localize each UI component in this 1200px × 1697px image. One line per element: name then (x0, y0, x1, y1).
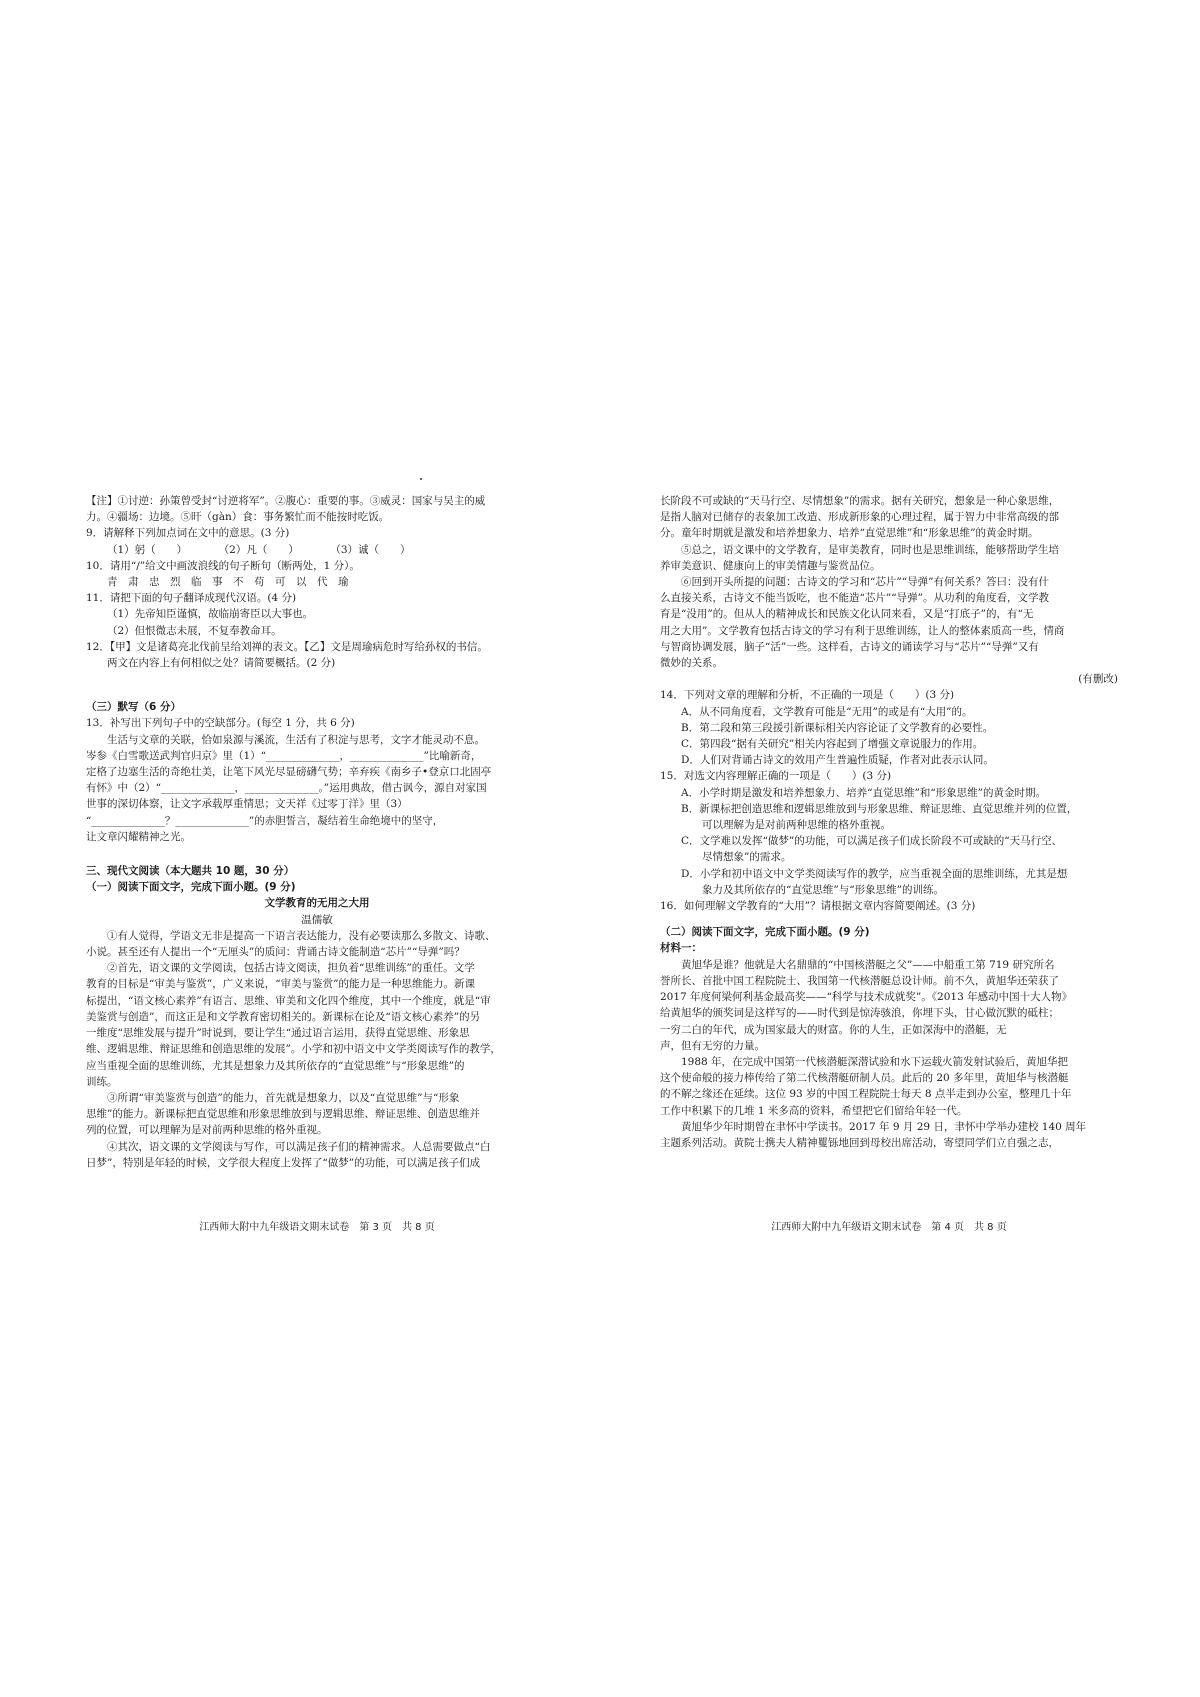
option-line: B．新课标把创造思维和逻辑思维放到与形象思维、辩证思维、直觉思维并列的位置， (681, 802, 1078, 815)
paragraph-line: 美鉴赏与创造”，而这正是和文学教育密切相关的。新课标在论及“语文核心素养”的另 (86, 1010, 481, 1023)
article-paragraph (86, 928, 548, 960)
paragraph-line: 的不解之缘还在延续。这位 93 岁的中国工程院院士每天 8 点半走到办公室，整理几十年 (660, 1088, 1072, 1101)
q13-line: 有怀》中（2）“______________，______________。”运用典故，借古讽今，源自对家国 (86, 782, 487, 795)
left-page (86, 493, 548, 1213)
question-14: 14．下列对文章的理解和分析，不正确的一项是（ ）(3 分) (660, 689, 955, 702)
page-footer-left: 江西师大附中九年级语文期末试卷 第 3 页 共 8 页 (199, 1222, 435, 1233)
material-1-para-1 (660, 957, 1118, 1054)
paragraph-5 (660, 542, 1118, 574)
page-footer-right: 江西师大附中九年级语文期末试卷 第 4 页 共 8 页 (771, 1222, 1007, 1233)
question-15-options (660, 785, 1118, 898)
option-line: C．第四段“据有关研究”相关内容起到了增强文章说服力的作用。 (681, 738, 984, 751)
question-14-options (660, 704, 1118, 769)
paragraph-line: ②首先，语文课的文学阅读，包括古诗文阅读，担负着“思维训练”的重任。文学 (107, 962, 475, 975)
question-11-item: （2）但恨微志未展，不复奉教命耳。 (107, 624, 282, 637)
option-line: A．从不同角度看，文学教育可能是“无用”的或是有“大用”的。 (681, 705, 973, 718)
answer-space (86, 689, 548, 699)
option-line: C．文学难以发挥“做梦”的功能，可以满足孩子们成长阶段不可或缺的“天马行空、 (681, 835, 1063, 848)
paragraph-line: 标提出，“语文核心素养”有语言、思维、审美和文化四个维度，其中一个维度，就是“审 (86, 994, 491, 1007)
q13-line: 岑参《白雪歌送武判官归京》里（1）“______________，______________”比喻新奇， (86, 749, 482, 762)
paragraph-line: ④其次，语文课的文学阅读与写作，可以满足孩子们的精神需求。人总需要做点“白 (107, 1140, 491, 1153)
subsection-1-title: （一）阅读下面文字，完成下面小题。(9 分) (86, 881, 296, 894)
paragraph-line: 誉所长、首批中国工程院院士、我国第一代核潜艇总设计师。前不久，黄旭华还荣获了 (660, 974, 1059, 987)
option-line: 尽情想象”的需求。 (681, 851, 792, 864)
paragraph-line: 日梦”，特别是年轻的时候，文学很大程度上发挥了“做梦”的功能，可以满足孩子们成 (86, 1156, 481, 1169)
article-paragraph (86, 960, 548, 1090)
paragraph-line: 工作中积累下的几堆 1 米多高的资料，希望把它们留给年轻一代。 (660, 1104, 968, 1117)
question-9: 9．请解释下列加点词在文中的意思。(3 分) (86, 527, 290, 540)
spacer (660, 914, 1118, 924)
q13-line: 定格了边塞生活的奇绝壮美，让笔下风光尽显磅礴气势；辛弃疾《南乡子•登京口北固亭 (86, 766, 492, 779)
question-10: 10．请用“/”给文中画波浪线的句子断句（断两处，1 分）。 (86, 559, 360, 572)
question-15: 15．对选文内容理解正确的一项是（ ）(3 分) (660, 770, 892, 783)
question-11: 11．请把下面的句子翻译成现代汉语。(4 分) (86, 592, 297, 605)
article-title: 文学教育的无用之大用 (264, 897, 370, 910)
option-line: D．小学和初中语文中文学类阅读写作的教学，应当重视全面的思维训练，尤其是想 (681, 867, 1068, 880)
article-paragraph (86, 1090, 548, 1139)
paragraph-line: ①有人觉得，学语文无非是提高一下语言表达能力，没有必要读那么多散文、诗歌、 (107, 929, 496, 942)
paragraph-line: 微妙的关系。 (660, 657, 723, 670)
paragraph-line: 黄旭华是谁？他就是大名鼎鼎的“中国核潜艇之父”——中船重工第 719 研究所名 (681, 958, 1055, 971)
article-continued (660, 493, 1118, 542)
option-line: A．小学时期是激发和培养想象力、培养“直觉思维”和“形象思维”的黄金时期。 (681, 786, 1047, 799)
question-16: 16．如何理解文学教育的“大用”？请根据文章内容简要阐述。(3 分) (660, 900, 976, 913)
paragraph-line: 列的位置，可以理解为是对前两种思维的格外重视。 (86, 1124, 328, 1137)
paragraph-line: 2017 年度何梁何利基金最高奖——“科学与技术成就奖”。《2013 年感动中国十大人物》 (660, 991, 1073, 1004)
paragraph-line: 一维度“思维发展与提升”时说到，要让学生“通过语言运用，获得直觉思维、形象思 (86, 1027, 470, 1040)
question-10-text: 青 肃 忠 烈 临 事 不 苟 可 以 代 瑜 (107, 576, 349, 589)
source-note: (有删改) (1078, 673, 1118, 686)
question-9-options: （1）躬（ ） （2）凡（ ） （3）诚（ ） (107, 543, 411, 556)
paragraph-line: 小说。甚至还有人提出一个“无厘头”的质问：背诵古诗文能制造“芯片”“导弹”吗？ (86, 946, 465, 959)
option-line: B．第二段和第三段援引新课标相关内容论证了文学教育的必要性。 (681, 721, 994, 734)
paragraph-line: 给黄旭华的颁奖词是这样写的——时代到是惊涛骇浪，你埋下头，甘心做沉默的砥柱； (660, 1007, 1059, 1020)
paragraph-line: 与智商协调发展，脑子“活”一些。这样看，古诗文的诵读学习与“芯片”“导弹”又有 (660, 640, 1039, 653)
subsection-2-title: （二）阅读下面文字，完成下面小题。(9 分) (660, 926, 870, 939)
paragraph-line: 用之大用”。文学教育包括古诗文的学习有利于思维训练，让人的整体素质高一些，情商 (660, 624, 1065, 637)
paragraph-line: 维、逻辑思维、辩证思维和创造思维的发展”。小学和初中语文中文学类阅读写作的教学， (86, 1043, 501, 1056)
article-body (86, 928, 548, 1171)
q13-line: 世事的深切体察，让文字承载厚重情思；文天祥《过零丁洋》里（3） (86, 798, 408, 811)
note-line: 【注】①讨逆：孙策曾受封“讨逆将军”。②腹心：重要的事。③威灵：国家与吴主的威 (86, 495, 486, 507)
option-line: D．人们对背诵古诗文的效用产生普遍性质疑，作者对此表示认同。 (681, 754, 994, 767)
paragraph-line: 1988 年，在完成中国第一代核潜艇深潜试验和水下运载火箭发射试验后，黄旭华把 (681, 1055, 1069, 1068)
paragraph-line: 养审美意识、健康向上的审美情趣与鉴赏品位。 (660, 559, 881, 572)
paragraph-line: ⑥回到开头所提的问题：古诗文的学习和“芯片”“导弹”有何关系？答曰：没有什 (681, 576, 1049, 589)
paragraph-line: 这个使命般的接力棒传给了第二代核潜艇研制人员。此后的 20 多年里，黄旭华与核潜艇 (660, 1072, 1069, 1085)
question-12: 12．【甲】文是诸葛亮北伐前呈给刘禅的表文。【乙】文是周瑜病危时写给孙权的书信。 (86, 640, 488, 653)
material-1-label: 材料一： (660, 942, 702, 955)
paragraph-line: 训练。 (86, 1075, 118, 1088)
question-11-item: （1）先帝知臣谨慎，故临崩寄臣以大事也。 (107, 608, 314, 621)
section-modern-reading-title: 三、现代文阅读（本大题共 10 题，30 分） (86, 865, 295, 878)
section-dictation-title: （三）默写（6 分） (86, 701, 181, 714)
paragraph-line: 黄旭华少年时期曾在聿怀中学读书。2017 年 9 月 29 日，聿怀中学举办建校 140 周年 (681, 1120, 1087, 1133)
paragraph-line: ③所谓“审美鉴赏与创造”的能力，首先就是想象力，以及“直觉思维”与“形象 (107, 1091, 460, 1104)
question-12-cont: 两文在内容上有何相似之处？请简要概括。(2 分) (107, 657, 336, 670)
scan-speck (420, 478, 422, 480)
paragraph-line: 么直接关系，古诗文不能当饭吃，也不能造“芯片”“导弹”。从功利的角度看，文学教 (660, 592, 1049, 605)
q13-line: “______________？______________”的赤胆誓言，凝结着生命绝境中的坚守， (86, 814, 444, 827)
paragraph-line: 分。童年时期就是激发和培养想象力、培养“直觉思维”和“形象思维”的黄金时期。 (660, 527, 1039, 540)
paragraph-line: 一穷二白的年代，成为国家最大的财富。你的人生，正如深海中的潜艇，无 (660, 1023, 1007, 1036)
paragraph-line: 育是“没用”的。但从人的精神成长和民族文化认同来看，又是“打底子”的，有“无 (660, 608, 1034, 621)
article-author: 温儒敏 (301, 913, 333, 926)
q13-line: 让文章闪耀精神之光。 (86, 830, 191, 843)
paragraph-line: 思维”的能力。新课标把直觉思维和形象思维放到与逻辑思维、辩证思维、创造思维并 (86, 1108, 480, 1121)
paragraph-line: 教育的目标是“审美与鉴赏”，广义来说，“审美与鉴赏”的能力是一种思维能力。新课 (86, 978, 475, 991)
paragraph-line: 声，但有无穷的力量。 (660, 1039, 765, 1052)
paragraph-line: 应当重视全面的思维训练，尤其是想象力及其所依存的“直觉思维”与“形象思维”的 (86, 1059, 465, 1072)
note-line: 力。④疆场：边境。⑤旰（gàn）食：事务繁忙而不能按时吃饭。 (86, 511, 390, 524)
answer-space (86, 671, 548, 689)
article-paragraph (86, 1139, 548, 1171)
q13-line: 生活与文章的关联，恰如泉源与溪流，生活有了积淀与思考，文字才能灵动不息。 (107, 733, 485, 746)
option-line: 象力及其所依存的“直觉思维”与“形象思维”的训练。 (681, 883, 944, 896)
right-page (660, 493, 1118, 1213)
material-1-para-3 (660, 1119, 1118, 1151)
paragraph-line: 主题系列活动。黄院士携夫人精神矍铄地回到母校出席活动，寄望同学们立自强之志， (660, 1136, 1059, 1149)
question-13: 13．补写出下列句子中的空缺部分。(每空 1 分，共 6 分) (86, 717, 355, 730)
spacer (86, 845, 548, 863)
paragraph-line: 是指人脑对已储存的表象加工改造、形成新形象的心理过程，属于智力中非常高级的部 (660, 511, 1059, 524)
paragraph-line: ⑤总之，语文课中的文学教育，是审美教育，同时也是思维训练，能够帮助学生培 (681, 543, 1059, 556)
paragraph-line: 长阶段不可或缺的“天马行空、尽情想象”的需求。据有关研究，想象是一种心象思维， (660, 495, 1060, 507)
option-line: 可以理解为是对前两种思维的格外重视。 (681, 819, 891, 832)
paragraph-6 (660, 574, 1118, 671)
material-1-para-2 (660, 1054, 1118, 1119)
